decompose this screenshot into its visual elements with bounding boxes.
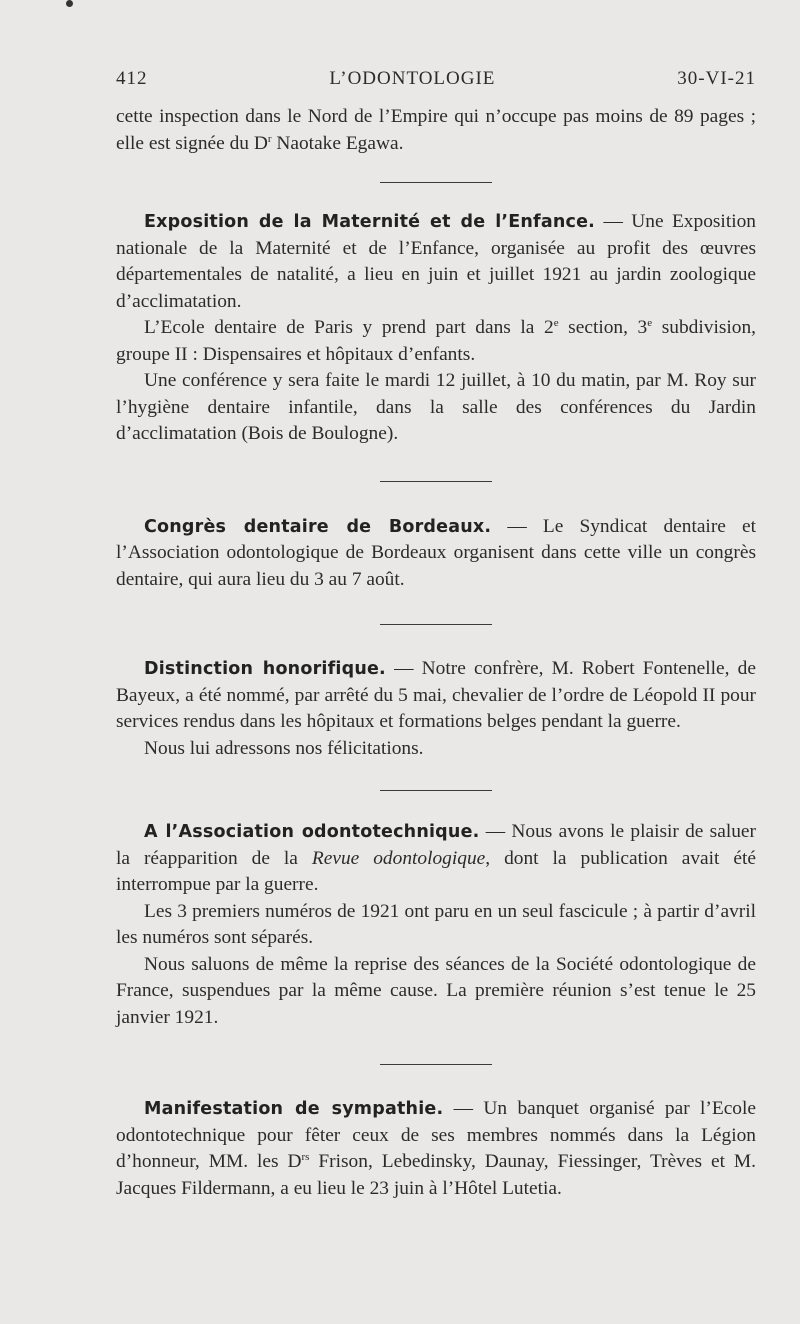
section-heading: Manifestation de sympathie. [144,1099,444,1119]
section-paragraph: Distinction honorifique. — Notre confrère, M. Robert Fontenelle, de Bayeux, a été nommé, par arrêté du 5 mai, chevalier de l’ordre de Léopold II pour services rendus dans les hôpitaux et formations belges pendant la guerre. [116,658,756,732]
section-paragraph: Manifestation de sympathie. — Un banquet organisé par l’Ecole odontotechnique pour fêter ceux de ses membres nommés dans la Légion d’honneur, MM. les $D^{rs}$ Frison, Lebedinsky, Daunay, Fiessinger, Trèves et M. Jacques Fildermann, a eu lieu le 23 juin à l’Hôtel Lutetia. [116,1098,756,1199]
section-paragraph: Exposition de la Maternité et de l’Enfance. — Une Exposition nationale de la Maternité et de l’Enfance, organisée au profit des œuvres départementales de natalité, a lieu en juin et juillet 1921 au jardin zoologique d’acclimatation. [116,211,756,312]
section-heading: A l’Association odontotechnique. [144,822,480,842]
section-divider [380,182,492,183]
issue-date: 30-VI-21 [677,68,756,89]
intro-paragraph: cette inspection dans le Nord de l’Empire qui n’occupe pas moins de 89 pages ; elle est signée du $D^r$ Naotake Egawa. [116,106,756,154]
section-paragraph: Nous saluons de même la reprise des séances de la Société odontologique de France, suspendues par la même cause. La première réunion s’est tenue le 25 janvier 1921. [116,953,756,1028]
section-distinction [116,656,756,762]
section-heading: Exposition de la Maternité et de l’Enfance. [144,212,596,232]
section-paragraph: Nous lui adressons nos félicitations. [144,737,424,759]
section-congres [116,514,756,594]
section-paragraph: Une conférence y sera faite le mardi 12 juillet, à 10 du matin, par M. Roy sur l’hygiène dentaire infantile, dans la salle des conférences du Jardin d’acclimatation (Bois de Boulogne). [116,370,756,444]
section-association [116,819,756,1031]
page-number: 412 [116,68,148,89]
running-header [116,68,756,90]
section-manifestation [116,1096,756,1202]
section-paragraph: Congrès dentaire de Bordeaux. — Le Syndicat dentaire et l’Association odontologique de Bordeaux organisent dans cette ville un congrès dentaire, qui aura lieu du 3 au 7 août. [116,515,757,590]
section-divider [380,481,492,482]
section-heading: Distinction honorifique. [144,659,386,679]
section-paragraph: Les 3 premiers numéros de 1921 ont paru en un seul fascicule ; à partir d’avril les numéros sont séparés. [116,900,756,948]
section-divider [380,1064,492,1065]
section-paragraph: L’Ecole dentaire de Paris y prend part dans la 2e section, 3e subdivision, groupe II : Dispensaires et hôpitaux d’enfants. [116,317,757,365]
section-paragraph: A l’Association odontotechnique. — Nous avons le plaisir de saluer la réapparition de la Revue odontologique, dont la publication avait été interrompue par la guerre. [116,821,757,895]
section-divider [380,624,492,625]
section-heading: Congrès dentaire de Bordeaux. [144,516,492,537]
section-exposition [116,209,756,448]
journal-title: L’ODONTOLOGIE [329,68,496,89]
section-divider [380,790,492,791]
margin-ink-dot [66,0,73,7]
page-body [116,104,756,1202]
